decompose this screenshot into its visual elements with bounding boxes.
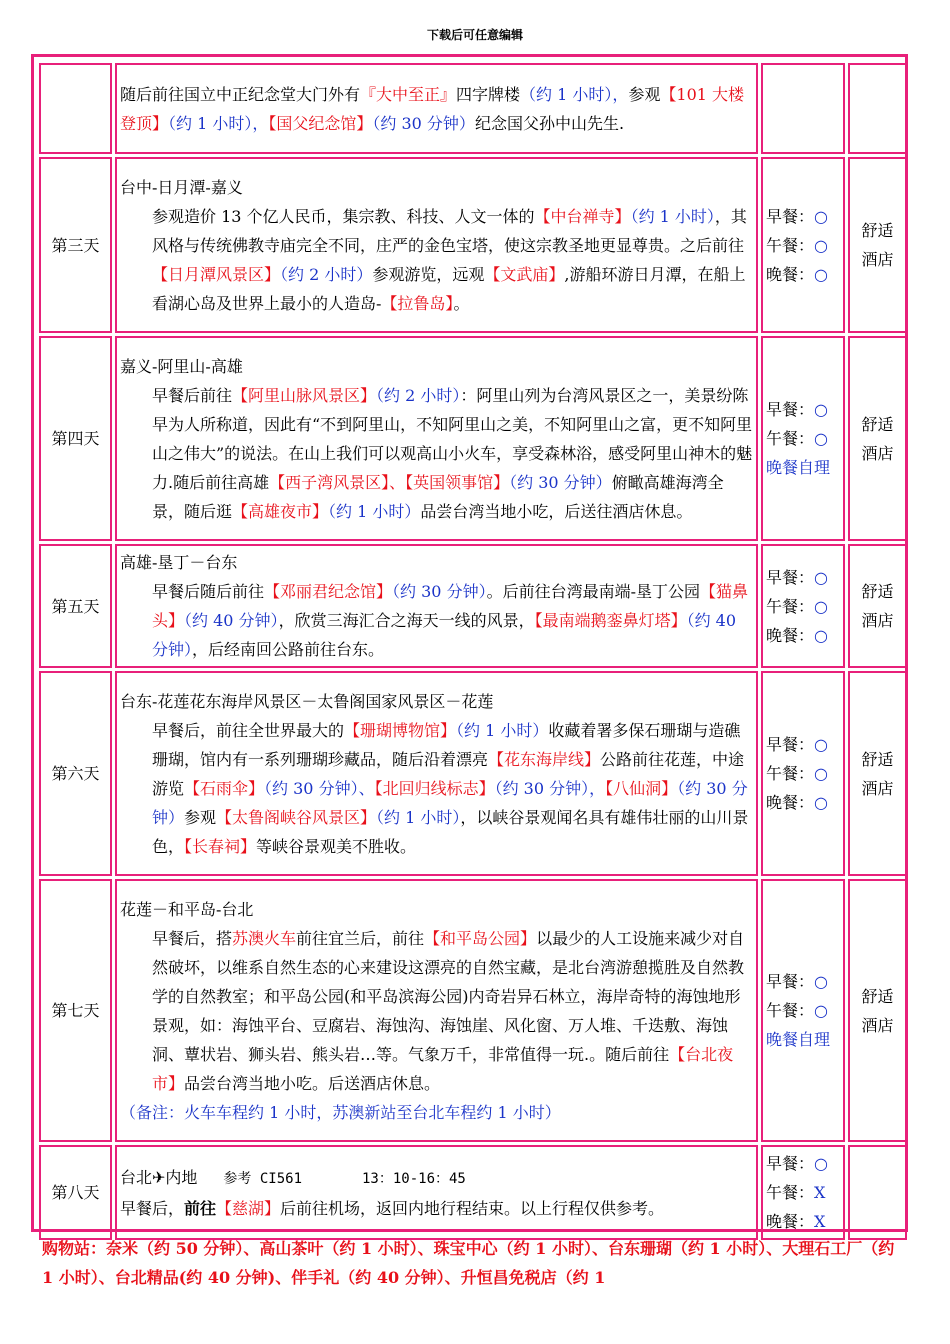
meal-line bbox=[766, 202, 840, 231]
meal-label: 午餐： bbox=[766, 596, 815, 616]
day-description bbox=[115, 157, 758, 333]
hotel-line: 酒店 bbox=[861, 611, 894, 630]
meal-value: ○ bbox=[814, 264, 828, 284]
day-label: 第五天 bbox=[39, 544, 112, 668]
day-row bbox=[39, 157, 907, 333]
text-segment: 【文武庙】 bbox=[484, 264, 565, 284]
text-segment: 收藏着署多保石珊瑚与造礁珊瑚，馆内有一系列珊瑚珍藏品，随后沿着漂亮 bbox=[152, 720, 741, 769]
day-label: 第四天 bbox=[39, 336, 112, 541]
flight-time: 13：10-16：45 bbox=[362, 1170, 466, 1187]
day-label bbox=[39, 63, 112, 154]
meal-label: 早餐： bbox=[766, 972, 815, 991]
description-text bbox=[120, 716, 753, 861]
text-segment: ，以峡谷景观闻名具有雄伟壮丽的山川景色， bbox=[152, 807, 749, 856]
meal-line bbox=[766, 967, 840, 996]
meal-line bbox=[766, 592, 840, 621]
text-segment: 【和平岛公园】 bbox=[424, 928, 537, 948]
day-row bbox=[39, 671, 907, 876]
text-segment: ：阿里山列为台湾风景区之一，美景纷陈早为人所称道，因此有“不到阿里山，不知阿里山之美，不知阿里山之富，更不知阿里山之伟大”的说法。在山上我们可以观高山小火车，享受森林浴，感受阿里山神木的魅力.随后前往高雄 bbox=[152, 385, 753, 492]
text-segment: 【八仙洞】 bbox=[605, 778, 678, 798]
day-row bbox=[39, 544, 907, 668]
text-segment: 早餐后，前往全世界最大的 bbox=[152, 720, 345, 740]
hotel-line: 舒适 bbox=[861, 986, 894, 1006]
text-segment: （约 1 小时） bbox=[376, 807, 461, 827]
day-row bbox=[39, 63, 907, 154]
hotel-line: 酒店 bbox=[861, 1015, 894, 1035]
text-segment: 纪念国父孙中山先生. bbox=[474, 113, 625, 133]
meal-line bbox=[766, 563, 840, 592]
meal-value: 晚餐自理 bbox=[766, 458, 831, 477]
meal-info bbox=[761, 63, 845, 154]
meal-line bbox=[766, 759, 840, 788]
text-segment: 【邓丽君纪念馆】 bbox=[264, 582, 393, 601]
hotel-line: 舒适 bbox=[861, 582, 894, 601]
meal-value: ○ bbox=[814, 596, 828, 616]
meal-label: 午餐： bbox=[766, 235, 815, 255]
meal-label: 午餐： bbox=[766, 429, 815, 448]
text-segment: （约 30 分钟） bbox=[372, 113, 475, 133]
text-segment: （约 1 小时） bbox=[328, 501, 421, 521]
text-segment: 品尝台湾当地小吃，后送往酒店休息。 bbox=[420, 501, 693, 521]
text-segment: （约 1 小时）， bbox=[168, 113, 269, 133]
text-segment: （约 30 分钟）， bbox=[494, 778, 606, 798]
meal-label: 早餐： bbox=[766, 1154, 815, 1173]
meal-value: 晚餐自理 bbox=[766, 1030, 831, 1049]
text-segment: 早餐后，搭 bbox=[152, 928, 233, 948]
text-segment: 【北回归线标志】 bbox=[374, 778, 495, 798]
meal-line bbox=[766, 1149, 840, 1178]
text-segment: 。 bbox=[453, 293, 470, 313]
text-segment: 【石雨伞】 bbox=[184, 778, 265, 798]
text-segment: 【日月潭风景区】 bbox=[152, 264, 281, 284]
text-segment: 公路前往花莲，中途游览 bbox=[152, 749, 745, 798]
meal-value: ○ bbox=[814, 429, 828, 448]
day-description bbox=[115, 671, 758, 876]
text-segment: 『大中至正』 bbox=[360, 84, 457, 104]
meal-line bbox=[766, 1025, 840, 1054]
route-name: 台北✈内地 bbox=[120, 1167, 198, 1187]
text-segment: 【拉鲁岛】 bbox=[381, 293, 454, 313]
day-row bbox=[39, 879, 907, 1142]
meal-value: ○ bbox=[814, 625, 828, 645]
text-segment: （约 30 分钟） bbox=[152, 778, 748, 827]
meal-info bbox=[761, 1145, 845, 1240]
meal-value: ○ bbox=[814, 972, 828, 991]
day-label: 第七天 bbox=[39, 879, 112, 1142]
day-label: 第六天 bbox=[39, 671, 112, 876]
day-description bbox=[115, 879, 758, 1142]
text-segment: 【珊瑚博物馆】 bbox=[344, 720, 457, 740]
meal-label: 晚餐： bbox=[766, 264, 815, 284]
text-segment: 【花东海岸线】 bbox=[488, 749, 601, 769]
meal-info bbox=[761, 879, 845, 1142]
text-segment: 参观造价 13 个亿人民币，集宗教、科技、人文一体的 bbox=[152, 206, 535, 226]
hotel-info bbox=[848, 336, 907, 541]
meal-line bbox=[766, 730, 840, 759]
text-segment: 【高雄夜市】 bbox=[232, 501, 329, 521]
route-title: 台中-日月潭-嘉义 bbox=[120, 177, 243, 197]
meal-line bbox=[766, 395, 840, 424]
text-segment: 【太鲁阁峡谷风景区】 bbox=[216, 807, 377, 827]
text-segment: 后前往机场，返回内地行程结束。以上行程仅供参考。 bbox=[280, 1198, 665, 1218]
text-segment: （约 30 分钟） bbox=[509, 472, 612, 492]
meal-value: ○ bbox=[814, 567, 828, 587]
page-header: 下载后可任意编辑 bbox=[426, 28, 523, 42]
meal-label: 晚餐： bbox=[766, 793, 815, 812]
day-description bbox=[115, 63, 758, 154]
meal-line bbox=[766, 788, 840, 817]
meal-value: ○ bbox=[814, 1001, 828, 1020]
day-label: 第三天 bbox=[39, 157, 112, 333]
text-segment: 【最南端鹅銮鼻灯塔】 bbox=[534, 611, 687, 630]
hotel-info bbox=[848, 671, 907, 876]
text-segment: ，后经南回公路前往台东。 bbox=[192, 640, 385, 659]
day-label: 第八天 bbox=[39, 1145, 112, 1240]
meal-label: 午餐： bbox=[766, 1001, 815, 1020]
description-text bbox=[120, 381, 753, 526]
text-segment: ，其风格与传统佛教寺庙完全不同，庄严的金色宝塔，使这宗教圣地更显尊贵。之后前往 bbox=[152, 206, 747, 255]
route-title: 嘉义-阿里山-高雄 bbox=[120, 356, 243, 376]
text-segment: 参观 bbox=[184, 807, 217, 827]
meal-value: X bbox=[814, 1183, 826, 1202]
text-segment: 等峡谷景观美不胜收。 bbox=[256, 836, 417, 856]
text-segment: 前往 bbox=[184, 1198, 217, 1218]
meal-info bbox=[761, 544, 845, 668]
text-segment: 四字牌楼 bbox=[456, 84, 521, 104]
hotel-line: 酒店 bbox=[861, 778, 894, 798]
text-segment: 早餐后前往 bbox=[152, 385, 233, 405]
meal-value: ○ bbox=[814, 235, 828, 255]
description-text bbox=[120, 924, 753, 1098]
shopping-stations: 购物站：奈米（约 50 分钟）、高山茶叶（约 1 小时）、珠宝中心（约 1 小时）、台东珊瑚（约 1 小时）、大理石工厂（约 1 小时）、台北精品(约 40 分钟)、伴手礼（约 40 分钟）、升恒昌免税店（约 1 bbox=[42, 1239, 895, 1287]
text-segment: 【国父纪念馆】 bbox=[268, 113, 373, 133]
hotel-line: 舒适 bbox=[861, 749, 894, 769]
meal-label: 晚餐： bbox=[766, 625, 815, 645]
text-segment: 早餐后随后前往 bbox=[152, 582, 265, 601]
text-segment: （约 1 小时） bbox=[456, 720, 549, 740]
text-segment: （约 1 小时） bbox=[630, 206, 715, 226]
text-segment: （约 30 分钟） bbox=[392, 582, 487, 601]
remark-note: （备注：火车车程约 1 小时，苏澳新站至台北车程约 1 小时） bbox=[120, 1102, 561, 1122]
meal-label: 午餐： bbox=[766, 764, 815, 783]
meal-line bbox=[766, 453, 840, 482]
flight-ref: 参考 CI561 bbox=[223, 1170, 302, 1187]
meal-line bbox=[766, 1178, 840, 1207]
text-segment: 【长春祠】 bbox=[184, 836, 257, 856]
day-description bbox=[115, 1145, 758, 1240]
description-text bbox=[120, 577, 753, 664]
text-segment: ,游船环游日月潭，在船上看湖心岛及世界上最小的人造岛- bbox=[152, 264, 746, 313]
meal-line bbox=[766, 996, 840, 1025]
text-segment: 苏澳火车 bbox=[232, 928, 297, 948]
text-segment: 【台北夜市】 bbox=[152, 1044, 734, 1093]
day-row bbox=[39, 1145, 907, 1240]
meal-label: 早餐： bbox=[766, 567, 815, 587]
meal-line bbox=[766, 231, 840, 260]
text-segment: 以最少的人工设施来减少对自然破坏，以维系自然生态的心来建设这漂亮的自然宝藏，是北台湾游憩揽胜及自然教学的自然教室；和平岛公园(和平岛滨海公园)内奇岩异石林立，海岸奇特的海蚀地形景观，如：海蚀平台、豆腐岩、海蚀沟、海蚀崖、风化窗、万人堆、千迭敷、海蚀洞、蕈状岩、狮头岩、熊头岩…等。气象万千，非常值得一玩.。随后前往 bbox=[152, 928, 745, 1064]
meal-line bbox=[766, 621, 840, 650]
route-title: 高雄-垦丁－台东 bbox=[120, 553, 238, 572]
text-segment: 【猫鼻头】 bbox=[152, 582, 749, 630]
meal-info bbox=[761, 671, 845, 876]
meal-value: ○ bbox=[814, 793, 828, 812]
route-title: 台东-花莲花东海岸风景区－太鲁阁国家风景区－花莲 bbox=[120, 691, 494, 711]
day-row bbox=[39, 336, 907, 541]
hotel-info bbox=[848, 1145, 907, 1240]
text-segment: 【101 大楼登顶】 bbox=[120, 84, 745, 133]
text-segment: 品尝台湾当地小吃。后送酒店休息。 bbox=[184, 1073, 441, 1093]
meal-line bbox=[766, 260, 840, 289]
hotel-info bbox=[848, 879, 907, 1142]
text-segment: 【西子湾风景区】、【英国领事馆】 bbox=[269, 472, 510, 492]
meal-value: X bbox=[814, 1212, 826, 1231]
route-title: 花莲－和平岛-台北 bbox=[120, 899, 254, 919]
meal-label: 晚餐： bbox=[766, 1212, 815, 1231]
description-text bbox=[120, 202, 753, 318]
meal-info bbox=[761, 157, 845, 333]
meal-value: ○ bbox=[814, 764, 828, 783]
text-segment: （约 30 分钟）、 bbox=[264, 778, 375, 798]
text-segment: （约 2 小时） bbox=[376, 385, 461, 405]
hotel-line: 酒店 bbox=[861, 443, 894, 463]
day-description bbox=[115, 336, 758, 541]
day-description bbox=[115, 544, 758, 668]
text-segment: （约 40 分钟） bbox=[184, 611, 279, 630]
meal-label: 早餐： bbox=[766, 735, 815, 754]
meal-value: ○ bbox=[814, 206, 828, 226]
hotel-info bbox=[848, 63, 907, 154]
meal-label: 早餐： bbox=[766, 400, 815, 419]
text-segment: （约 1 小时）， bbox=[520, 84, 629, 104]
text-segment: 参观 bbox=[628, 84, 661, 104]
text-segment: 前往宜兰后，前往 bbox=[296, 928, 425, 948]
text-segment: 参观游览，远观 bbox=[372, 264, 485, 284]
route-title bbox=[120, 1163, 753, 1194]
meal-value: ○ bbox=[814, 735, 828, 754]
meal-line bbox=[766, 424, 840, 453]
text-segment: 。后前往台湾最南端-垦丁公园 bbox=[486, 582, 700, 601]
meal-info bbox=[761, 336, 845, 541]
text-segment: 俯瞰高雄海湾全景，随后逛 bbox=[152, 472, 724, 521]
text-segment: （约 2 小时） bbox=[280, 264, 373, 284]
meal-label: 早餐： bbox=[766, 206, 815, 226]
description-text bbox=[120, 80, 753, 138]
meal-value: ○ bbox=[814, 1154, 828, 1173]
meal-value: ○ bbox=[814, 400, 828, 419]
text-segment: 随后前往国立中正纪念堂大门外有 bbox=[120, 84, 361, 104]
hotel-line: 酒店 bbox=[861, 250, 894, 269]
text-segment: 早餐后， bbox=[120, 1198, 185, 1218]
description-text bbox=[120, 1194, 753, 1223]
hotel-info bbox=[848, 157, 907, 333]
text-segment: 【慈湖】 bbox=[216, 1198, 281, 1218]
hotel-line: 舒适 bbox=[861, 221, 894, 240]
text-segment: 【阿里山脉风景区】 bbox=[232, 385, 377, 405]
meal-label: 午餐： bbox=[766, 1183, 815, 1202]
text-segment: 【中台禅寺】 bbox=[534, 206, 631, 226]
hotel-line: 舒适 bbox=[861, 414, 894, 434]
itinerary-table bbox=[36, 60, 910, 1243]
text-segment: （约 40 分钟） bbox=[152, 611, 737, 659]
text-segment: ，欣赏三海汇合之海天一线的风景， bbox=[278, 611, 535, 630]
hotel-info bbox=[848, 544, 907, 668]
meal-line bbox=[766, 1207, 840, 1236]
